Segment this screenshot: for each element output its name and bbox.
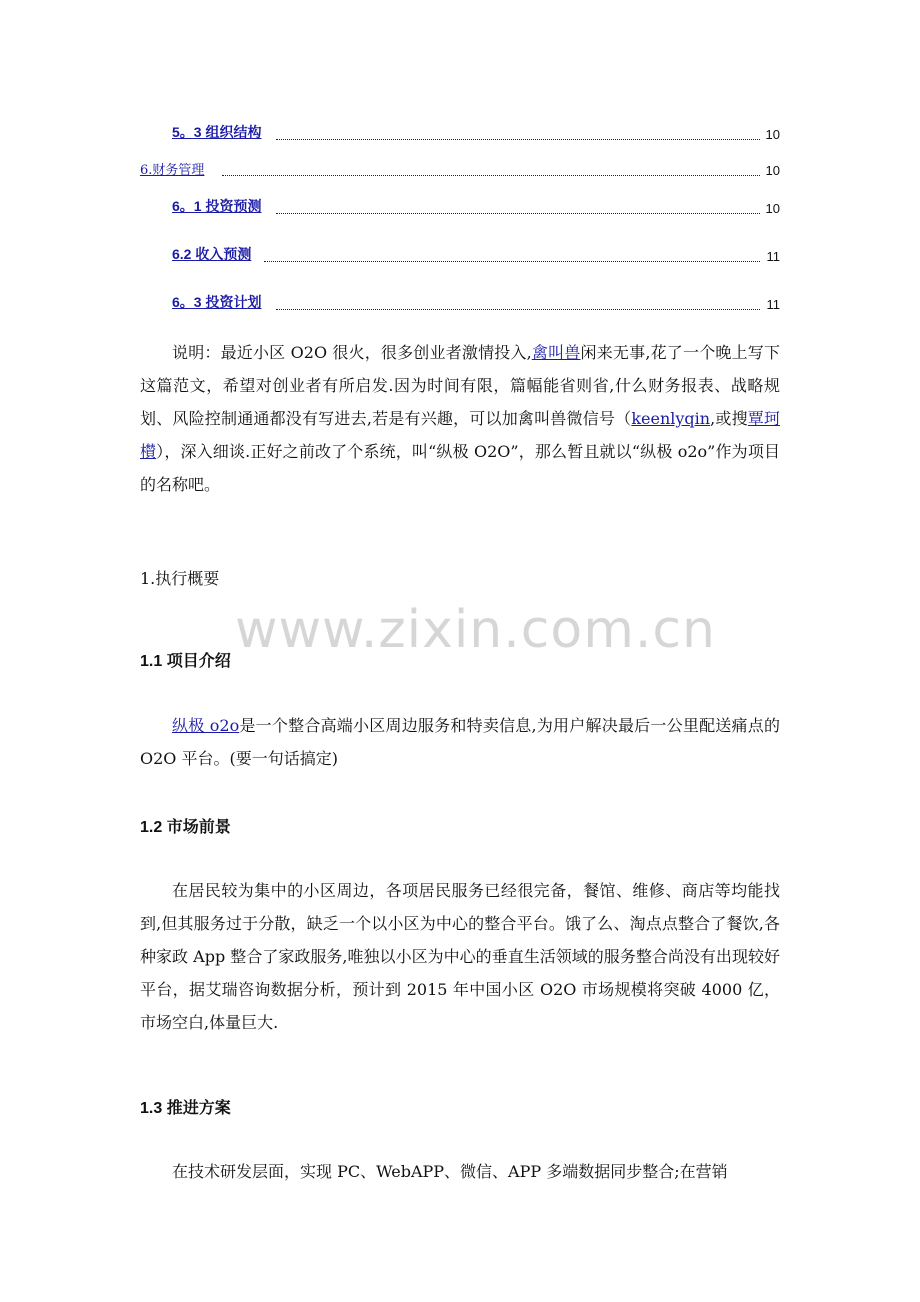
toc-link[interactable]: 6。3 投资计划 [172, 294, 262, 310]
intro-text: 说明：最近小区 O2O 很火，很多创业者激情投入, [172, 343, 532, 362]
toc-entry[interactable] [0, 124, 920, 146]
paragraph-text: 是一个整合高端小区周边服务和特卖信息,为用户解决最后一公里配送痛点的 O2O 平台。(要一句话搞定) [140, 716, 780, 768]
toc-link[interactable]: 6。1 投资预测 [172, 198, 262, 214]
subsection-heading: 1.3 推进方案 [140, 1100, 231, 1117]
toc-leader [264, 261, 760, 262]
toc-link[interactable]: 5。3 组织结构 [172, 124, 262, 140]
toc-entry[interactable] [0, 294, 920, 316]
intro-text: 闲来无事,花了一个晚上写下这篇范文，希望对创业者有所启发.因为时间有限，篇幅能省则省,什么财务报表、战略规划、风险控制通通都没有写进去,若是有兴趣，可以加禽叫兽微信号（ [140, 343, 780, 428]
plan-paragraph: 在技术研发层面，实现 PC、WebAPP、微信、APP 多端数据同步整合;在营销 [172, 1162, 728, 1181]
intro-text: ），深入细谈.正好之前改了个系统，叫“纵极 O2O”，那么暂且就以“纵极 o2o”作为项目的名称吧。 [140, 442, 780, 494]
intro-text: ,或搜 [710, 409, 748, 428]
project-intro-paragraph [140, 709, 780, 775]
toc-page-number: 11 [766, 297, 780, 312]
toc-entry[interactable] [0, 160, 920, 182]
section-heading: 1.执行概要 [140, 569, 220, 588]
subsection-heading: 1.2 市场前景 [140, 819, 231, 836]
toc-leader [276, 139, 760, 140]
search-name-link[interactable]: 覃珂櫕 [140, 409, 780, 461]
toc-link[interactable]: 6.2 收入预测 [172, 246, 252, 262]
toc-page-number: 11 [766, 249, 780, 264]
toc-leader [276, 309, 760, 310]
author-link[interactable]: 禽叫兽 [531, 343, 581, 362]
toc-page-number: 10 [765, 127, 780, 142]
watermark: www.zixin.com.cn [235, 600, 716, 660]
toc-leader [222, 175, 760, 176]
toc-entry[interactable] [0, 198, 920, 220]
toc-entry[interactable] [0, 246, 920, 268]
toc-page-number: 10 [765, 163, 780, 178]
market-paragraph: 在居民较为集中的小区周边，各项居民服务已经很完备，餐馆、维修、商店等均能找到,但其服务过于分散，缺乏一个以小区为中心的整合平台。饿了么、淘点点整合了餐饮,各种家政 App 整合了家政服务,唯独以小区为中心的垂直生活领域的服务整合尚没有出现较好平台，据艾瑞咨询数据分析，预计到 2015 年中国小区 O2O 市场规模将突破 4000 亿，市场空白,体量巨大. [140, 881, 780, 1032]
project-name-link[interactable]: 纵极 o2o [172, 716, 240, 735]
toc-link[interactable]: 6.财务管理 [140, 163, 205, 178]
subsection-heading: 1.1 项目介绍 [140, 653, 231, 670]
intro-paragraph [140, 336, 780, 501]
toc-leader [276, 213, 760, 214]
wechat-id-link[interactable]: keenlyqin [631, 409, 711, 428]
toc-page-number: 10 [765, 201, 780, 216]
